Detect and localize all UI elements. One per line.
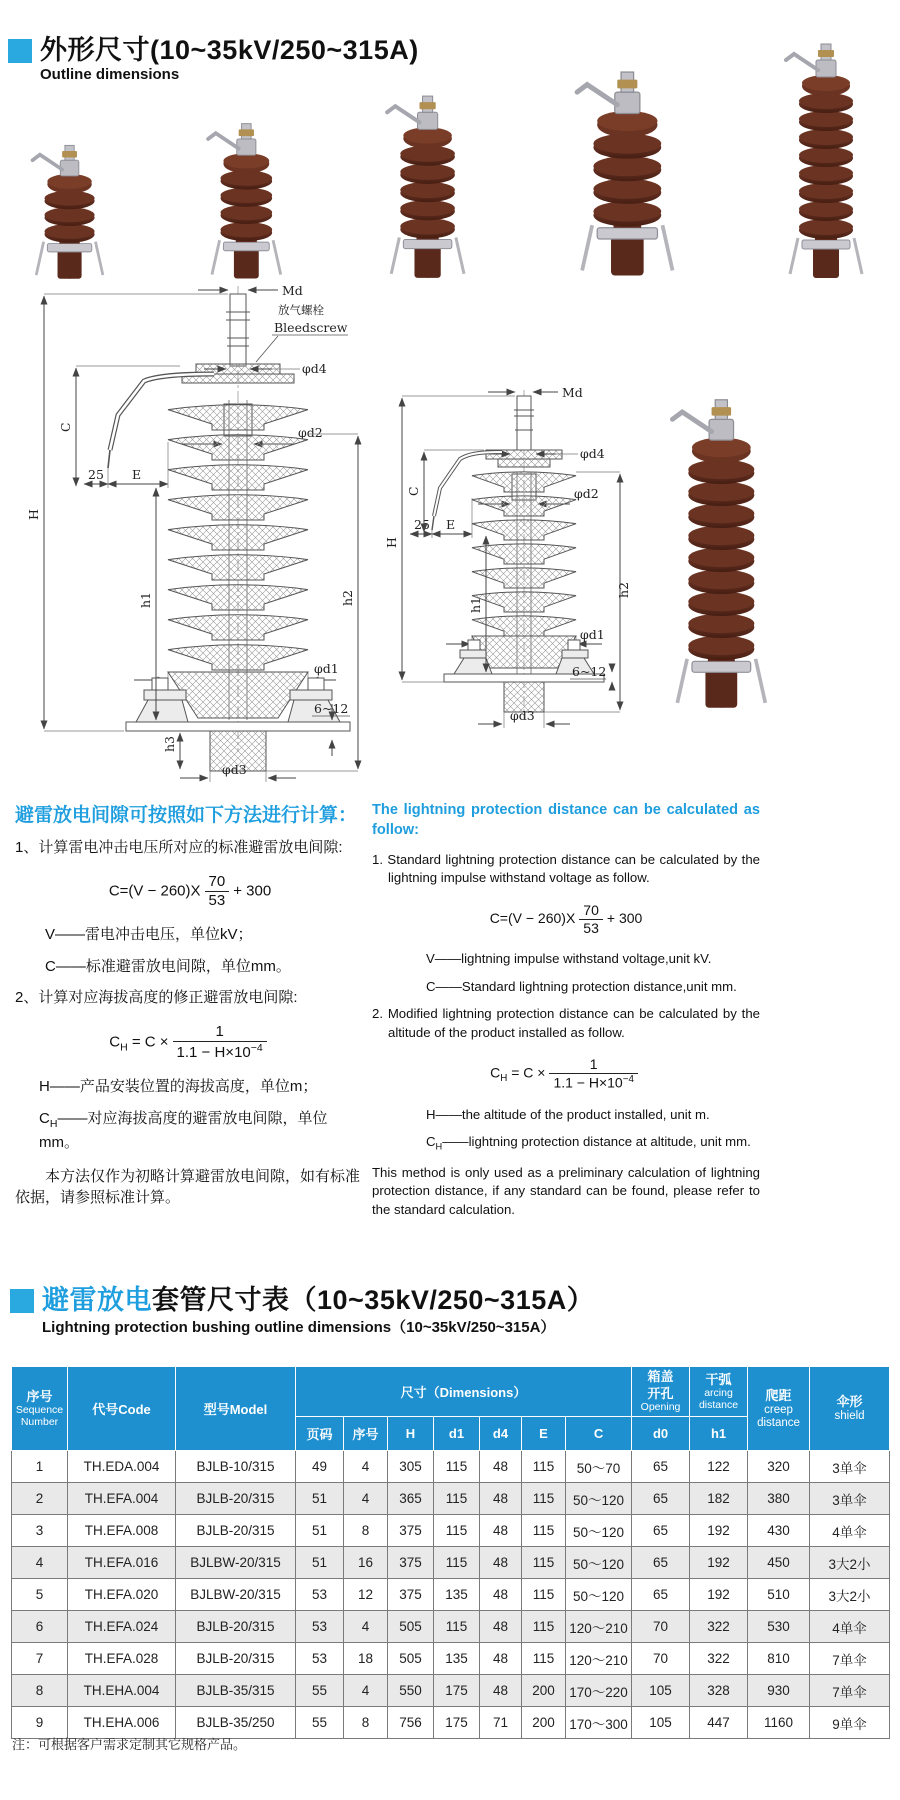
dim-label-d2: φd2 <box>298 425 323 440</box>
dim-label-md: Md <box>282 283 303 298</box>
dim-label-h2: h2 <box>340 589 355 606</box>
table-row: 4 TH.EFA.016 BJLBW-20/315 51 16 375 115 48 115 50～120 65 192 450 3大2小 <box>12 1547 890 1579</box>
col-header-H: H <box>388 1417 434 1451</box>
calc-v-def-cn: V——雷电冲击电压，单位kV； <box>45 925 253 943</box>
col-header-seq2: 序号 <box>344 1417 388 1451</box>
dim-label-d3: φd3 <box>222 762 247 777</box>
calc-closing-en: This method is only used as a preliminary calculation of lightning protection distance, if any standard can be found, please refer to the standard calculation. <box>372 1164 760 1217</box>
dim-label-d3: φd3 <box>510 708 535 723</box>
page-subtitle: Outline dimensions <box>40 66 180 84</box>
col-header-shield: 伞形 shield <box>810 1367 890 1451</box>
col-header-d0: d0 <box>632 1417 690 1451</box>
calc-v-def-en: V——lightning impulse withstand voltage,unit kV. <box>426 951 712 967</box>
dim-table-body <box>12 1451 890 1739</box>
product-photo-row <box>14 30 886 288</box>
dim-label-d1: φd1 <box>314 661 339 676</box>
dim-label-d4: φd4 <box>302 361 327 376</box>
calc-heading-en: The lightning protection distance can be calculated as follow: <box>372 802 760 839</box>
product-photo-1 <box>14 138 125 288</box>
col-header-C: C <box>566 1417 632 1451</box>
table-title: 避雷放电套管尺寸表（10~35kV/250~315A） <box>42 1285 595 1315</box>
calc-item1-cn: 1、计算雷电冲击电压所对应的标准避雷放电间隙: <box>15 839 343 856</box>
dim-label-c: C <box>58 422 73 432</box>
footer-note: 注：可根据客户需求定制其它规格产品。 <box>12 1737 247 1752</box>
product-photo-side <box>648 390 795 720</box>
calc-ch-def-en: $C_H——lightning$ protection distance at altitude, unit mm. <box>426 1134 751 1152</box>
table-row: 8 TH.EHA.004 BJLB-35/315 55 4 550 175 48 200 170～220 105 328 930 7单伞 <box>12 1675 890 1707</box>
dim-label-md: Md <box>562 385 583 400</box>
table-subtitle: Lightning protection bushing outline dimensions（10~35kV/250~315A） <box>42 1319 556 1337</box>
calc-item2-en: 2. Modified lightning protection distance can be calculated by the altitude of the product installed as follow. <box>372 1006 760 1040</box>
col-header-sequence: 序号 Sequence Number <box>12 1367 68 1451</box>
product-photo-2 <box>189 116 304 288</box>
calc-h-def-cn: H——产品安装位置的海拔高度，单位m； <box>39 1078 318 1095</box>
formula-ch-cn: $C_H = C$ × $\frac{1}{1.1 - H\times 10^{-4}}$ <box>15 1023 365 1062</box>
dim-label-e: E <box>132 467 142 482</box>
col-header-d4: d4 <box>480 1417 522 1451</box>
col-header-model: 型号Model <box>176 1367 296 1451</box>
dim-label-25: 25 <box>88 467 104 482</box>
dim-label-h: H <box>384 537 399 548</box>
calc-c-def-en: C——Standard lightning protection distance,unit mm. <box>426 978 737 994</box>
dim-label-gap: 6~12 <box>572 664 607 679</box>
dimension-table <box>11 1366 890 1739</box>
col-header-h1: h1 <box>690 1417 748 1451</box>
page-title: 外形尺寸(10~35kV/250~315A) <box>40 35 419 65</box>
col-header-page: 页码 <box>296 1417 344 1451</box>
col-header-arcing: 干弧 arcing distance <box>690 1367 748 1417</box>
dim-label-c: C <box>406 486 421 496</box>
col-header-dimensions: 尺寸（Dimensions） <box>296 1367 632 1417</box>
product-photo-4 <box>552 62 703 288</box>
dim-label-h1: h1 <box>468 596 483 613</box>
calc-ch-def-cn: $C_H——$对应海拔高度的避雷放电间隙，单位mm。 <box>39 1109 328 1151</box>
outline-drawing-small <box>374 385 639 740</box>
porcelain-sheds <box>472 472 576 636</box>
outline-drawing-large <box>28 282 368 787</box>
table-row: 3 TH.EFA.008 BJLB-20/315 51 8 375 115 48 115 50～120 65 192 430 4单伞 <box>12 1515 890 1547</box>
col-header-E: E <box>522 1417 566 1451</box>
calc-heading-cn: 避雷放电间隙可按照如下方法进行计算： <box>15 805 358 826</box>
calc-item1-en: 1. Standard lightning protection distance can be calculated by the lightning impulse withstand voltage as follow. <box>372 851 760 886</box>
dim-label-h: H <box>26 509 41 520</box>
product-photo-3 <box>367 88 488 288</box>
calc-item2-cn: 2、计算对应海拔高度的修正避雷放电间隙: <box>15 989 298 1007</box>
col-header-d1: d1 <box>434 1417 480 1451</box>
product-photo-5 <box>766 36 886 288</box>
table-row: 7 TH.EFA.028 BJLB-20/315 53 18 505 135 48 115 120～210 70 322 810 7单伞 <box>12 1643 890 1675</box>
calc-c-def-cn: C——标准避雷放电间隙，单位mm。 <box>45 957 291 975</box>
blue-square-bullet <box>10 1289 34 1313</box>
calc-h-def-en: H——the altitude of the product installed, unit m. <box>426 1106 710 1122</box>
dim-label-h1: h1 <box>138 591 153 608</box>
calc-column-cn <box>15 800 365 1219</box>
table-row: 2 TH.EFA.004 BJLB-20/315 51 4 365 115 48 115 50～120 65 182 380 3单伞 <box>12 1483 890 1515</box>
table-row: 6 TH.EFA.024 BJLB-20/315 53 4 505 115 48 115 120～210 70 322 530 4单伞 <box>12 1611 890 1643</box>
dim-label-d1: φd1 <box>580 627 605 642</box>
formula-c-cn: C=(V − 260)X $\frac{70}{53}$ + 300 <box>108 872 272 909</box>
formula-c-en: C=(V − 260)X $\frac{70}{53}$ + 300 <box>489 901 643 936</box>
dim-label-d2: φd2 <box>574 486 599 501</box>
table-row: 5 TH.EFA.020 BJLBW-20/315 53 12 375 135 48 115 50～120 65 192 510 3大2小 <box>12 1579 890 1611</box>
dim-label-e: E <box>446 517 456 532</box>
dim-label-d4: φd4 <box>580 446 605 461</box>
porcelain-sheds <box>168 405 308 670</box>
col-header-code: 代号Code <box>68 1367 176 1451</box>
bleedscrew-label-en: Bleedscrew <box>274 320 348 335</box>
table-row: 9 TH.EHA.006 BJLB-35/250 55 8 756 175 71 200 170～300 105 447 1160 9单伞 <box>12 1707 890 1739</box>
dim-label-25: 25 <box>414 517 430 532</box>
dim-label-h3: h3 <box>162 735 177 752</box>
formula-ch-en: $C_H = C$ × $\frac{1}{1.1 - H\times 10^{-4}}$ <box>372 1056 760 1091</box>
dim-label-h2: h2 <box>616 581 631 598</box>
bleedscrew-label-cn: 放气螺栓 <box>278 305 324 317</box>
calc-closing-cn: 本方法仅作为初略计算避雷放电间隙，如有标准依据，请参照标准计算。 <box>15 1167 361 1207</box>
dim-label-gap: 6~12 <box>314 701 349 716</box>
col-header-opening: 箱盖 开孔 Opening <box>632 1367 690 1417</box>
table-section-heading <box>10 1286 594 1337</box>
col-header-creep: 爬距 creep distance <box>748 1367 810 1451</box>
table-row: 1 TH.EDA.004 BJLB-10/315 49 4 305 115 48 115 50～70 65 122 320 3单伞 <box>12 1451 890 1483</box>
calc-column-en <box>372 800 760 1228</box>
